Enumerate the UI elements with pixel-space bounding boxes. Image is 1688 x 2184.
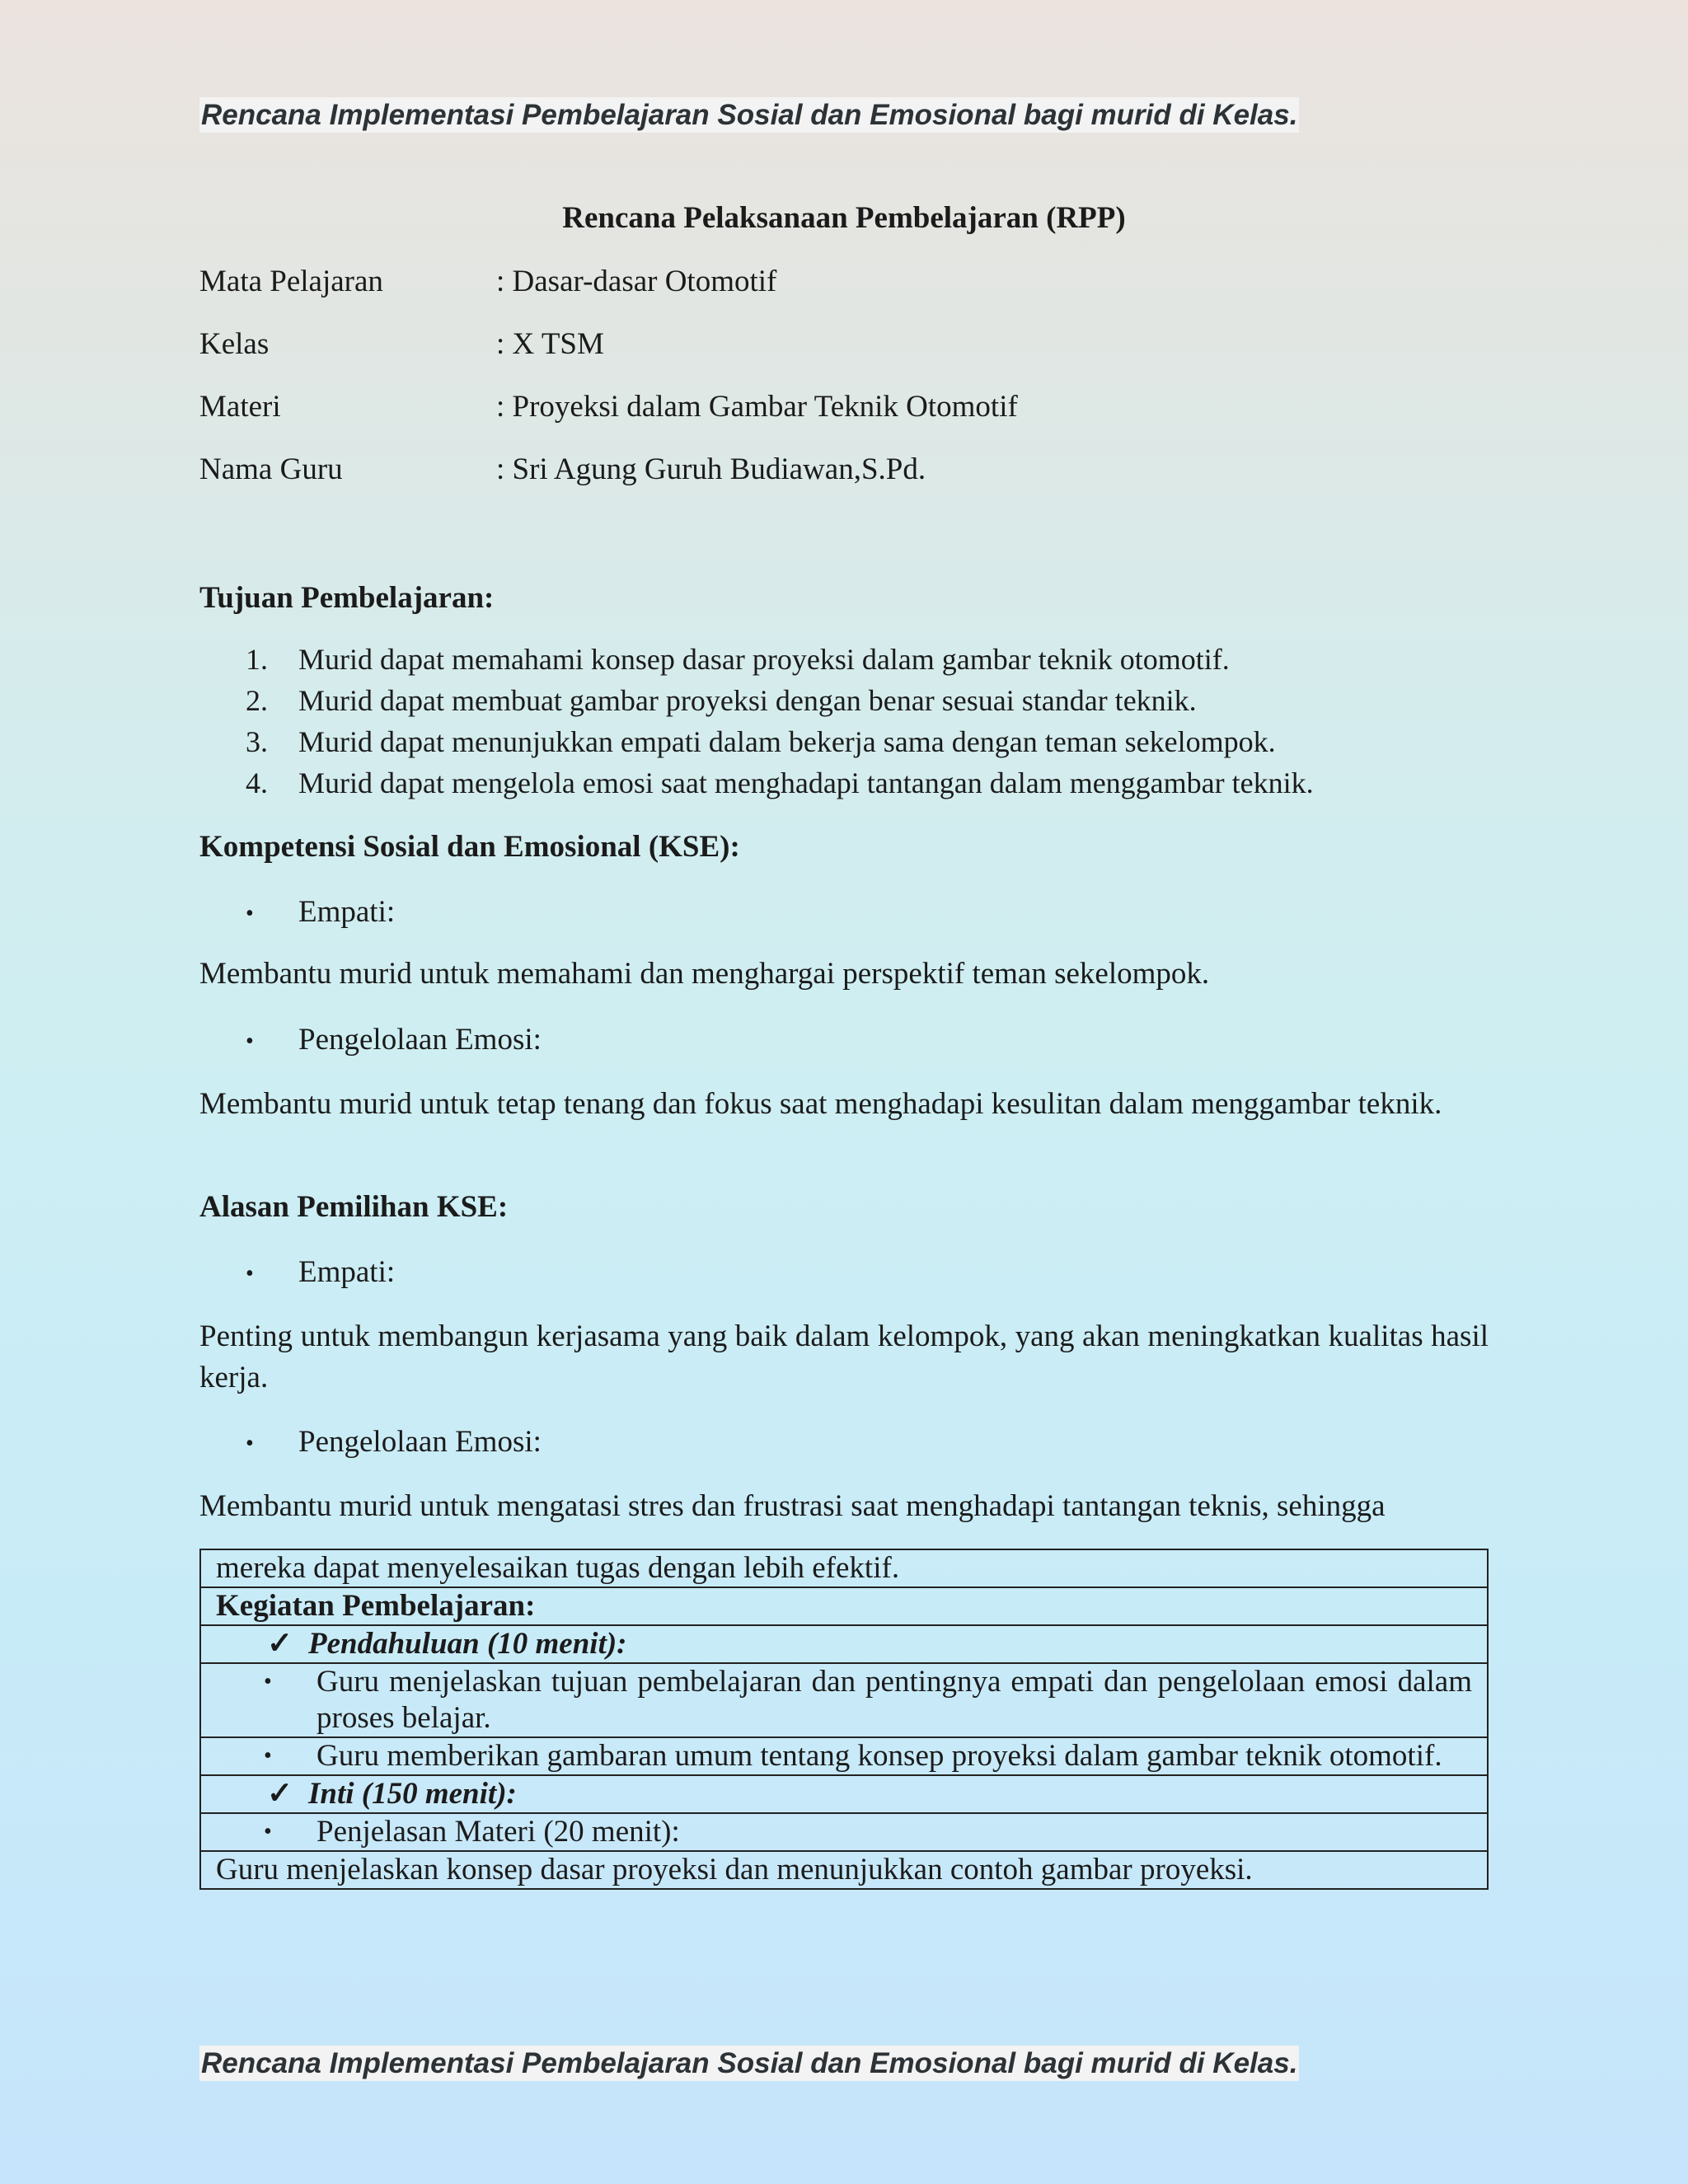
table-row [200, 1663, 1488, 1737]
bullet-icon: • [246, 1431, 254, 1456]
kegiatan-table [199, 1549, 1489, 1890]
pendahuluan-item [200, 1663, 1488, 1737]
list-item [199, 639, 1489, 680]
inti-row [200, 1775, 1488, 1813]
check-icon: ✓ [267, 1627, 293, 1661]
table-row [200, 1813, 1488, 1851]
info-key: Nama Guru [199, 452, 343, 486]
alasan-emosi-desc: Membantu murid untuk mengatasi stres dan frustrasi saat menghadapi tantangan teknis, sehingga [199, 1489, 1386, 1523]
info-value: : Dasar-dasar Otomotif [496, 265, 777, 298]
inti-heading: Inti (150 menit): [308, 1777, 517, 1811]
pendahuluan-item-text: Guru memberikan gambaran umum tentang konsep proyeksi dalam gambar teknik otomotif. [316, 1739, 1442, 1773]
list-text: Murid dapat mengelola emosi saat menghadapi tantangan dalam menggambar teknik. [298, 766, 1314, 799]
bullet-icon: • [264, 1669, 272, 1694]
inti-desc: Guru menjelaskan konsep dasar proyeksi dan menunjukkan contoh gambar proyeksi. [200, 1851, 1488, 1889]
inti-item [200, 1813, 1488, 1851]
kse-empati-desc: Membantu murid untuk memahami dan menghargai perspektif teman sekelompok. [199, 957, 1210, 991]
table-row [200, 1851, 1488, 1889]
table-row [200, 1737, 1488, 1775]
alasan-heading: Alasan Pemilihan KSE: [199, 1190, 509, 1224]
alasan-empati-desc: Penting untuk membangun kerjasama yang baik dalam kelompok, yang akan meningkatkan kualitas hasil kerja. [199, 1319, 1489, 1394]
table-row [200, 1625, 1488, 1663]
list-text: Murid dapat memahami konsep dasar proyeksi dalam gambar teknik otomotif. [298, 643, 1230, 676]
pendahuluan-item [200, 1737, 1488, 1775]
document-title: Rencana Pelaksanaan Pembelajaran (RPP) [562, 201, 1126, 235]
bullet-label: Pengelolaan Emosi: [298, 1425, 542, 1459]
table-row [200, 1587, 1488, 1625]
page-header-text: Rencana Implementasi Pembelajaran Sosial dan Emosional bagi murid di Kelas. [201, 99, 1298, 131]
info-value: : Proyeksi dalam Gambar Teknik Otomotif [496, 390, 1018, 424]
bullet-label: Empati: [298, 1255, 396, 1289]
table-row [200, 1549, 1488, 1587]
page-header [199, 99, 1353, 132]
pendahuluan-heading: Pendahuluan (10 menit): [308, 1627, 627, 1661]
page-footer [199, 2047, 1353, 2080]
bullet-icon: • [246, 1029, 254, 1054]
kse-heading: Kompetensi Sosial dan Emosional (KSE): [199, 830, 740, 864]
info-value: : X TSM [496, 327, 604, 361]
bullet-icon: • [264, 1819, 272, 1844]
bullet-label: Pengelolaan Emosi: [298, 1023, 542, 1057]
check-icon: ✓ [267, 1777, 293, 1811]
list-number: 4. [246, 766, 268, 799]
page-footer-text: Rencana Implementasi Pembelajaran Sosial dan Emosional bagi murid di Kelas. [201, 2047, 1298, 2079]
info-key: Materi [199, 390, 281, 424]
pendahuluan-row [200, 1625, 1488, 1663]
tujuan-heading: Tujuan Pembelajaran: [199, 581, 495, 615]
table-cell-continuation: mereka dapat menyelesaikan tugas dengan lebih efektif. [200, 1549, 1488, 1587]
list-number: 3. [246, 725, 268, 758]
list-number: 2. [246, 684, 268, 717]
inti-item-text: Penjelasan Materi (20 menit): [316, 1815, 680, 1849]
pendahuluan-item-text: Guru menjelaskan tujuan pembelajaran dan pentingnya empati dan pengelolaan emosi dalam proses belajar. [316, 1665, 1472, 1735]
bullet-label: Empati: [298, 895, 396, 929]
list-number: 1. [246, 643, 268, 676]
info-key: Kelas [199, 327, 270, 361]
list-text: Murid dapat membuat gambar proyeksi dengan benar sesuai standar teknik. [298, 684, 1197, 717]
table-row [200, 1775, 1488, 1813]
bullet-icon: • [246, 901, 254, 926]
info-key: Mata Pelajaran [199, 265, 383, 298]
tujuan-list [199, 639, 1489, 804]
list-item [199, 721, 1489, 762]
list-item [199, 762, 1489, 804]
list-item [199, 680, 1489, 721]
info-value: : Sri Agung Guruh Budiawan,S.Pd. [496, 452, 926, 486]
list-text: Murid dapat menunjukkan empati dalam bekerja sama dengan teman sekelompok. [298, 725, 1276, 758]
bullet-icon: • [264, 1743, 272, 1769]
kse-emosi-desc: Membantu murid untuk tetap tenang dan fokus saat menghadapi kesulitan dalam menggambar teknik. [199, 1087, 1442, 1121]
kegiatan-heading: Kegiatan Pembelajaran: [200, 1587, 1488, 1625]
bullet-icon: • [246, 1261, 254, 1286]
